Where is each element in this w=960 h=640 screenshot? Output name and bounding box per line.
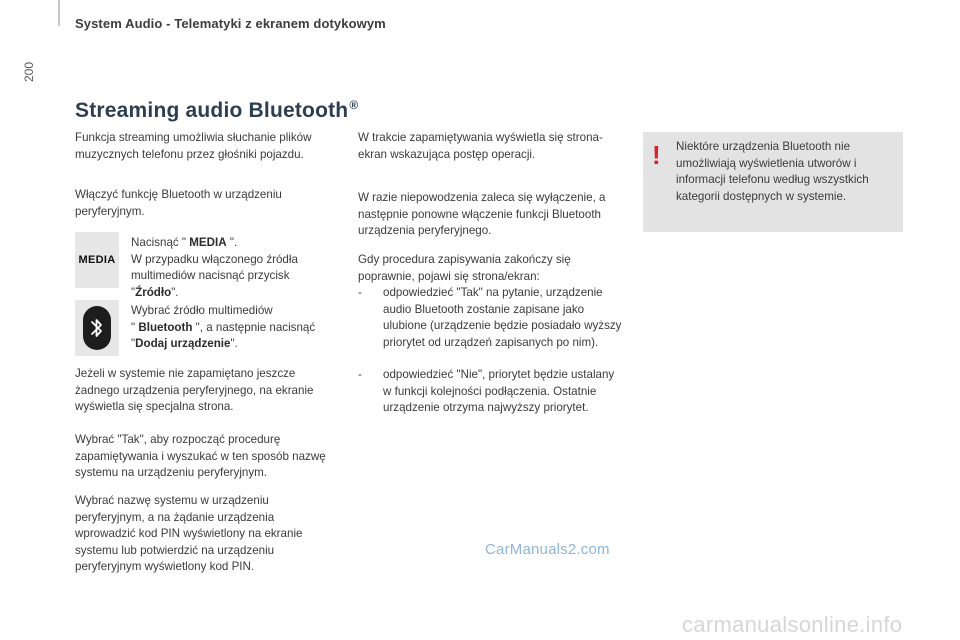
bullet-yes: odpowiedzieć "Tak" na pytanie, urządzenie audio Bluetooth zostanie zapisane jako ulubione (urządzenie będzie posiadało wyższy priorytet od urządzeń zapisanych po nim). (383, 286, 622, 349)
media-icon (75, 232, 119, 288)
step-bluetooth-add-key: Dodaj urządzenie (135, 337, 231, 350)
bluetooth-icon-badge (83, 306, 111, 350)
bullet-no: odpowiedzieć "Nie", priorytet będzie ustalany w funkcji kolejności podłączenia. Ostatnie urządzenie otrzyma najwyższy priorytet. (383, 368, 615, 414)
page-number: 200 (22, 61, 36, 82)
step-media-text-c: ". (226, 236, 238, 249)
step-media-key: MEDIA (189, 236, 227, 249)
enable-bluetooth-paragraph: Włączyć funkcję Bluetooth w urządzeniu peryferyjnym. (75, 188, 282, 218)
bluetooth-glyph-icon (90, 316, 104, 340)
step-bluetooth-key: Bluetooth (138, 320, 193, 334)
step-bluetooth-text-e: " (131, 337, 136, 350)
step-media-text-g: ". (171, 285, 179, 299)
note-text: Niektóre urządzenia Bluetooth nie umożliwiają wyświetlenia utworów i informacji telefonu według wszystkich kategorii dostępnych w systemie. (676, 140, 869, 203)
step-bluetooth-text-g: ". (230, 337, 238, 350)
page-header: System Audio - Telematyki z ekranem dotykowym (75, 16, 386, 31)
section-title (75, 98, 358, 123)
no-device-paragraph: Jeżeli w systemie nie zapamiętano jeszcze żadnego urządzenia peryferyjnego, na ekranie wyświetla się specjalna strona. (75, 367, 314, 413)
watermark-carmanualsonline: carmanualsonline.info (682, 612, 903, 637)
media-icon-label: MEDIA (78, 254, 116, 266)
step-bluetooth-text-d: ", a następnie nacisnąć (192, 320, 316, 334)
step-media-text-a: Nacisnąć " (131, 236, 190, 249)
step-media (131, 235, 331, 301)
success-paragraph: Gdy procedura zapisywania zakończy się poprawnie, pojawi się strona/ekran: (358, 253, 571, 283)
step-media-text-d: W przypadku włączonego źródła multimediów nacisnąć przycisk (131, 252, 298, 282)
step-bluetooth (131, 303, 336, 353)
header-divider (58, 0, 60, 26)
step-media-text-e: " (131, 285, 136, 299)
pin-paragraph: Wybrać nazwę systemu w urządzeniu peryferyjnym, a na żądanie urządzenia wprowadzić kod PIN wyświetlony na ekranie systemu lub potwierdzić na urządzeniu peryferyjnym wyświetlony kod PIN. (75, 494, 303, 573)
section-title-text: Streaming audio Bluetooth (75, 99, 349, 122)
step-bluetooth-text-a: Wybrać źródło multimediów (131, 304, 273, 317)
progress-paragraph: W trakcie zapamiętywania wyświetla się strona-ekran wskazująca postęp operacji. (358, 131, 603, 161)
bullet-mark-2: - (358, 368, 362, 381)
registered-mark: ® (349, 98, 359, 112)
failure-paragraph: W razie niepowodzenia zaleca się wyłączenie, a następnie ponowne włączenie funkcji Bluetooth urządzenia peryferyjnego. (358, 191, 606, 237)
bluetooth-icon (75, 300, 119, 356)
warning-icon: ! (652, 140, 661, 170)
watermark-carmanuals2: CarManuals2.com (485, 541, 610, 558)
intro-paragraph: Funkcja streaming umożliwia słuchanie plików muzycznych telefonu przez głośniki pojazdu. (75, 131, 312, 161)
step-bluetooth-text-b: " (131, 320, 139, 334)
step-media-source-key: Źródło (135, 285, 172, 299)
bullet-mark-1: - (358, 286, 362, 299)
select-yes-paragraph: Wybrać "Tak", aby rozpocząć procedurę zapamiętywania i wyszukać w ten sposób nazwę systemu na urządzeniu peryferyjnym. (75, 433, 326, 479)
